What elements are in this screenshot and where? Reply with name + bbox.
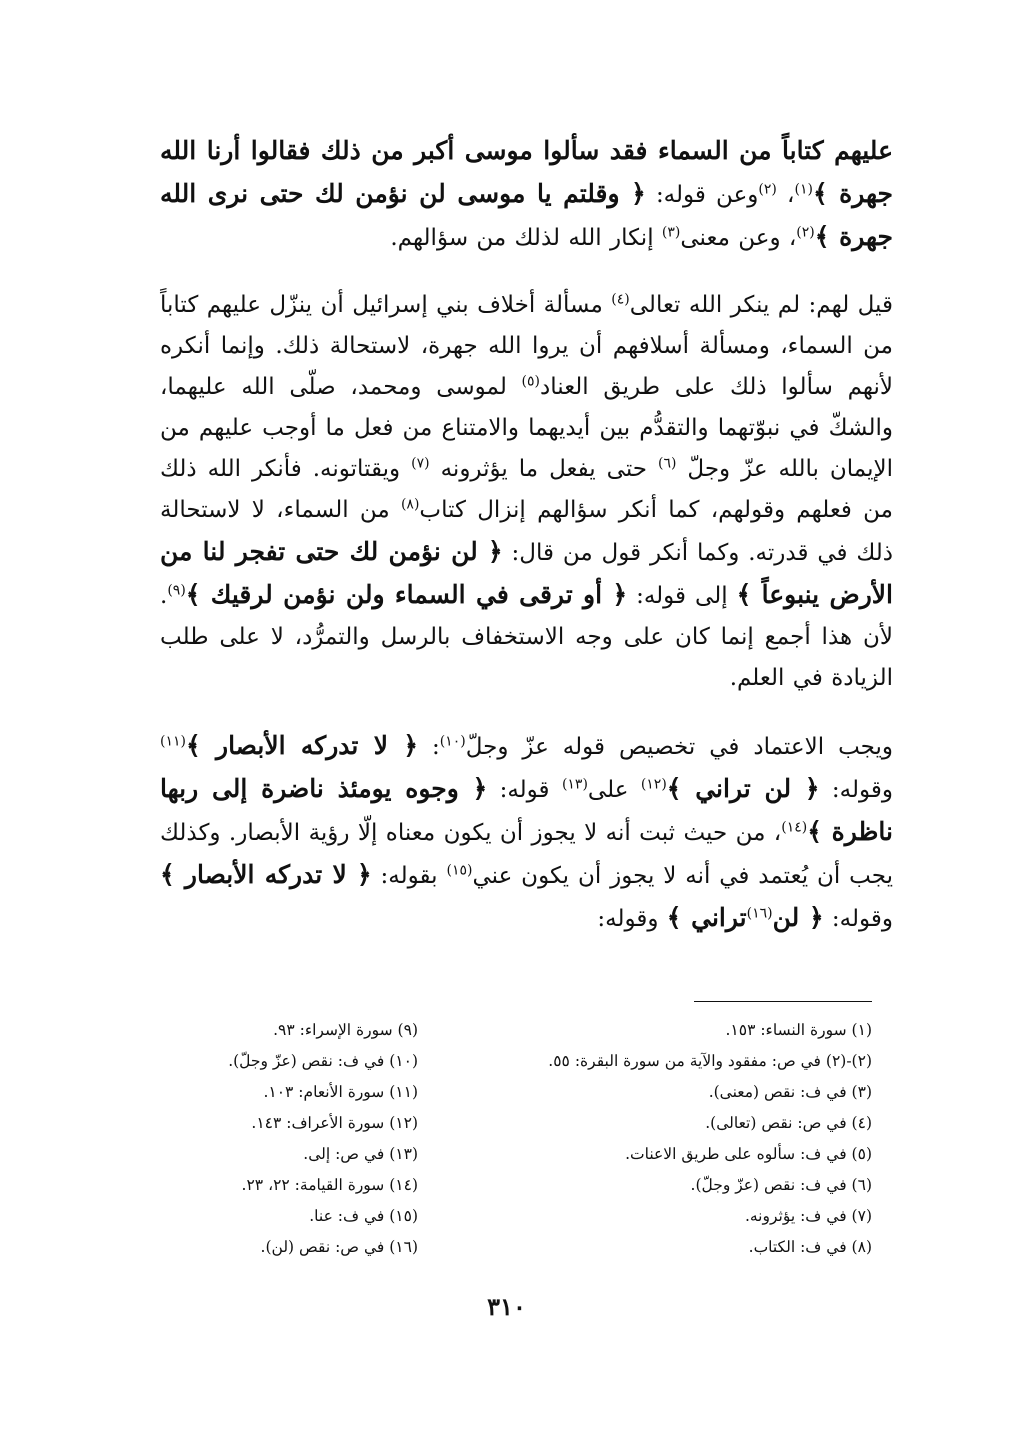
footnote-marker: (١) xyxy=(794,181,813,198)
text-run: على xyxy=(587,777,641,803)
footnote: (١٦) في ص: نقص (لن). xyxy=(260,1238,418,1256)
text-run: ، xyxy=(776,182,795,208)
footnotes-left-column xyxy=(160,1015,418,1263)
footnote: (١) سورة النساء: ١٥٣. xyxy=(725,1021,872,1039)
footnotes-right-column xyxy=(480,1015,872,1263)
footnote: (٢)-(٢) في ص: مفقود والآية من سورة البقرة: ٥٥. xyxy=(548,1052,872,1070)
text-run: لموسى ومحمد، صلّى الله عليهما، والشكّ في نبوّتهما والتقدُّم بين أيديهما والامتناع من فعل ما أوجب عليهم من الإيمان بالله عزّ وجلّ xyxy=(160,374,894,482)
text-run: . لأن هذا أجمع إنما كان على وجه الاستخفاف بالرسل والتمرُّد، لا على طلب الزيادة في العلم. xyxy=(160,583,893,691)
footnote: (١٠) في ف: نقص (عزّ وجلّ). xyxy=(228,1052,418,1070)
footnote-marker: (٨) xyxy=(400,496,420,513)
footnote-marker: (١٤) xyxy=(781,819,808,836)
footnote: (١٢) سورة الأعراف: ١٤٣. xyxy=(251,1114,418,1132)
footnote-marker: (٣) xyxy=(661,224,681,241)
text-run: ويقتاتونه. فأنكر الله ذلك من فعلهم وقولهم، كما أنكر سؤالهم إنزال كتاب xyxy=(160,456,893,523)
text-run: : xyxy=(417,734,440,760)
text-run: قوله: xyxy=(487,777,562,803)
footnote: (١٥) في ف: عنا. xyxy=(309,1207,418,1225)
text-run: من السماء، لا لاستحالة ذلك في قدرته. وكما أنكر قول من قال: xyxy=(160,497,893,566)
quran-quote: ﴿ لن xyxy=(772,903,824,932)
footnote-separator xyxy=(694,1001,872,1002)
page-number: ٣١٠ xyxy=(487,1292,526,1321)
text-run: وقوله: xyxy=(819,777,893,803)
text-run: قيل لهم: لم ينكر الله تعالى xyxy=(629,292,893,318)
footnote: (١٤) سورة القيامة: ٢٢، ٢٣. xyxy=(241,1176,418,1194)
main-text xyxy=(160,130,893,966)
footnote-marker: (٤) xyxy=(611,291,630,308)
footnote: (٩) سورة الإسراء: ٩٣. xyxy=(273,1021,418,1039)
quran-quote: عليهم كتاباً من السماء فقد سألوا موسى أكبر من ذلك فقالوا أرنا الله جهرة ﴾ xyxy=(160,136,894,208)
footnote: (٦) في ف: نقص (عزّ وجلّ). xyxy=(690,1176,872,1194)
footnote-marker: (١٠) xyxy=(439,733,466,750)
paragraph-1 xyxy=(160,130,893,259)
footnote-marker: (١٢) xyxy=(640,776,667,793)
footnote-marker: (٦) xyxy=(657,455,677,472)
footnote-marker: (٧) xyxy=(411,455,430,472)
footnote: (٥) في ف: سألوه على طريق الاعنات. xyxy=(625,1145,872,1163)
footnote-marker: (٥) xyxy=(521,373,541,390)
footnote: (٧) في ف: يؤثرونه. xyxy=(744,1207,872,1225)
quran-quote: ﴿ وجوه يومئذ ناضرة إلى ربها ناظرة ﴾ xyxy=(160,774,894,846)
quran-quote: ﴿ لا تدركه الأبصار ﴾ xyxy=(185,731,418,760)
text-run: إنكار الله لذلك من سؤالهم. xyxy=(390,225,662,251)
footnote-marker: (٢) xyxy=(796,224,815,241)
footnote-marker: (١٥) xyxy=(446,862,473,879)
paragraph-3 xyxy=(160,725,893,940)
text-run: إلى قوله: xyxy=(627,583,737,609)
text-run: وقوله: xyxy=(823,906,893,932)
text-run: بقوله: xyxy=(371,863,447,889)
footnote: (١١) سورة الأنعام: ١٠٣. xyxy=(263,1083,418,1101)
quran-quote: ﴿ لن تراني ﴾ xyxy=(666,774,820,803)
footnote-marker: (١٦) xyxy=(746,905,773,922)
footnote: (٨) في ف: الكتاب. xyxy=(748,1238,872,1256)
paragraph-2 xyxy=(160,285,893,699)
text-run: وقوله: xyxy=(597,906,667,932)
quran-quote: ﴿ وقلتم يا موسى لن نؤمن لك حتى نرى الله جهرة ﴾ xyxy=(160,179,893,251)
footnote: (٤) في ص: نقص (تعالى). xyxy=(705,1114,872,1132)
footnote: (٣) في ف: نقص (معنى). xyxy=(708,1083,872,1101)
footnote: (١٣) في ص: إلى. xyxy=(303,1145,418,1163)
text-run: حتى يفعل ما يؤثرونه xyxy=(429,456,658,482)
footnote-marker: (٢) xyxy=(758,181,777,198)
text-run: ، وعن معنى xyxy=(680,225,797,251)
text-run: مسألة أخلاف بني إسرائيل أن ينزّل عليهم كتاباً من السماء، ومسألة أسلافهم أن يروا الله جهرة، لاستحالة ذلك. وإنما أنكره لأنهم سألوا ذلك على طريق العناد xyxy=(160,292,893,400)
text-run: ويجب الاعتماد في تخصيص قوله عزّ وجلّ xyxy=(465,734,894,760)
text-run: وعن قوله: xyxy=(645,182,759,208)
quran-quote: تراني ﴾ xyxy=(666,903,747,932)
footnote-marker: (١٣) xyxy=(561,776,588,793)
footnote-marker: (١١) xyxy=(160,733,186,750)
text-run: ، من حيث ثبت أنه لا يجوز أن يكون معناه إلّا رؤية الأبصار. وكذلك يجب أن يُعتمد في أنه لا يجوز أن يكون عني xyxy=(160,820,893,889)
quran-quote: ﴿ لن نؤمن لك حتى تفجر لنا من الأرض ينبوعاً ﴾ xyxy=(160,537,893,609)
quran-quote: ﴿ لا تدركه الأبصار ﴾ xyxy=(160,860,372,889)
quran-quote: ﴿ أو ترقى في السماء ولن نؤمن لرقيك ﴾ xyxy=(185,580,628,609)
footnote-marker: (٩) xyxy=(167,582,186,599)
